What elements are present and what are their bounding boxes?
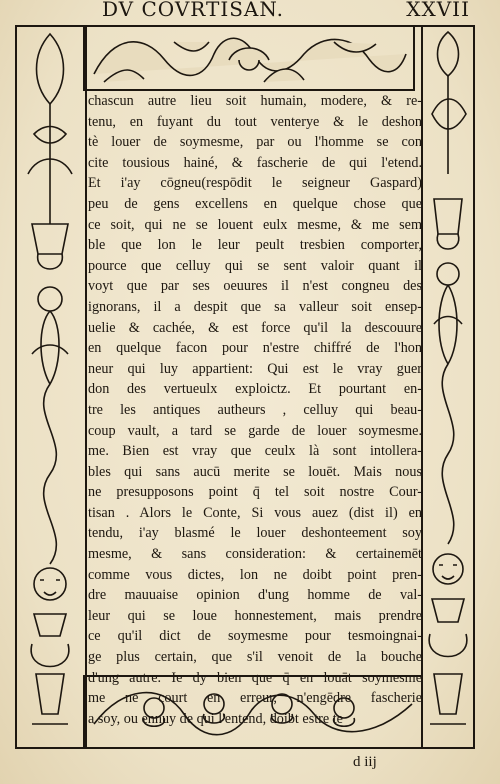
- text-line: peu de gens excellens en quelque chose que: [88, 195, 422, 212]
- text-line: d'ung autre. Ie dy bien que q̄ en louāt soymesme: [88, 669, 422, 686]
- text-line: uelie & cachée, & est force qu'il la descouure: [88, 319, 422, 336]
- text-line: a soy, ou ennuy de qui l'entend, doibt estre te: [88, 710, 343, 727]
- text-line: tendu, i'ay blasmé le louer deshonteement soy: [88, 525, 422, 542]
- text-line: neur qui luy appartient: Qui est le vray guer: [88, 360, 422, 377]
- text-line: bles qui sans aucū merite se louēt. Mais nous: [88, 463, 422, 480]
- text-line: ce qu'il dict de soymesme pour tesmoingnai-: [88, 628, 422, 645]
- text-line: tè louer de soymesme, par ou l'homme se con: [88, 134, 422, 151]
- folio-number: XXVII: [406, 0, 470, 21]
- text-line: ge plus certain, que s'il venoit de la bouche: [88, 649, 422, 666]
- text-line: me ne court en erreur, n'engēdre fascherie: [88, 690, 422, 707]
- text-line: ne presupposons point q̄ tel soit nostre Cour-: [88, 484, 422, 501]
- running-head: [0, 0, 500, 22]
- text-line: leur qui se loue honnestement, mais prendre: [88, 607, 422, 624]
- text-line: chascun autre lieu soit humain, modere, & re-: [88, 93, 422, 109]
- running-title: DV COVRTISAN.: [102, 0, 284, 21]
- body-text: [88, 91, 422, 729]
- text-line: comme vous dictes, lon ne doibt point pren-: [88, 566, 422, 583]
- signature-mark: d iij: [353, 754, 377, 770]
- text-line: en quelque facon pour n'estre chiffré de l'hon: [88, 340, 422, 357]
- text-line: don des vertueulx exploictz. Et pourtant en-: [88, 381, 422, 398]
- text-line: pource que celluy qui se sent valoir quant il: [88, 257, 422, 274]
- text-line: ignorans, il a despit que sa valleur soit ensep-: [88, 298, 422, 315]
- text-line: tre les antiques autheurs , celluy qui beau-: [88, 401, 422, 418]
- text-line: dre mauuaise opinion d'ung homme de val-: [88, 587, 422, 604]
- text-line: cite tousious hainé, & fascherie de qui l'etend.: [88, 154, 422, 171]
- text-line: tenu, en fuyant du tout venterye & le deshon: [88, 113, 422, 130]
- text-line: ble que lon le leur peult tresbien comporter,: [88, 237, 422, 254]
- text-line: mesme, & sans consideration: & certainemēt: [88, 546, 422, 563]
- text-line: me. Bien est vray que ceulx là sont intollera-: [88, 443, 422, 460]
- text-line: coup vault, a tard se garde de louer soymesme.: [88, 422, 422, 439]
- text-line: tisan . Alors le Conte, Si vous auez (dist il) en: [88, 504, 422, 521]
- text-line: Et i'ay cōgneu(respōdit le seigneur Gaspard): [88, 175, 422, 192]
- text-line: ce soit, qui ne se louent eulx mesme, & me sem: [88, 216, 422, 233]
- text-line: voyt que par ses oeuures il n'est congneu des: [88, 278, 422, 295]
